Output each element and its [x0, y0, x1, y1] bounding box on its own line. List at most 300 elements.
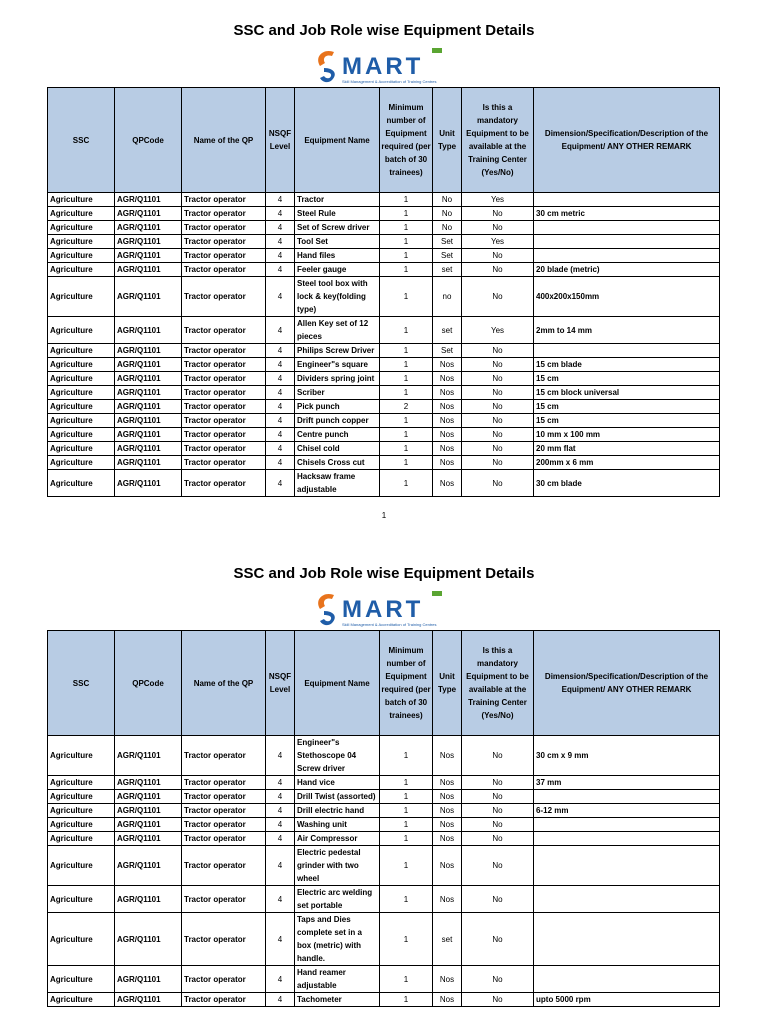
equipment-name-cell: Chisel cold — [295, 442, 380, 456]
ssc-cell: Agriculture — [48, 386, 115, 400]
ssc-cell: Agriculture — [48, 193, 115, 207]
qp-name-cell: Tractor operator — [182, 470, 266, 497]
remark-cell — [534, 913, 720, 966]
table-row — [48, 263, 720, 277]
equipment-name-cell: Chisels Cross cut — [295, 456, 380, 470]
page-title: SSC and Job Role wise Equipment Details — [233, 565, 535, 582]
header-qp-name: Name of the QP — [182, 631, 266, 736]
qpcode-cell: AGR/Q1101 — [115, 235, 182, 249]
header-unit-type: Unit Type — [433, 88, 462, 193]
mandatory-cell: No — [462, 400, 534, 414]
equipment-name-cell: Drill Twist (assorted) — [295, 790, 380, 804]
remark-cell — [534, 249, 720, 263]
minimum-number-cell: 1 — [380, 414, 433, 428]
equipment-name-cell: Scriber — [295, 386, 380, 400]
equipment-name-cell: Hand reamer adjustable — [295, 966, 380, 993]
remark-cell: 15 cm — [534, 372, 720, 386]
qp-name-cell: Tractor operator — [182, 386, 266, 400]
mandatory-cell: No — [462, 221, 534, 235]
remark-cell — [534, 886, 720, 913]
minimum-number-cell: 1 — [380, 886, 433, 913]
equipment-name-cell: Pick punch — [295, 400, 380, 414]
unit-type-cell: Nos — [433, 790, 462, 804]
table-row — [48, 966, 720, 993]
qp-name-cell: Tractor operator — [182, 456, 266, 470]
remark-cell: 20 mm flat — [534, 442, 720, 456]
header-qp-name: Name of the QP — [182, 88, 266, 193]
nsqf-level-cell: 4 — [266, 818, 295, 832]
ssc-cell: Agriculture — [48, 832, 115, 846]
smart-logo — [314, 587, 454, 629]
nsqf-level-cell: 4 — [266, 886, 295, 913]
remark-cell — [534, 221, 720, 235]
table-row — [48, 358, 720, 372]
mandatory-cell: No — [462, 846, 534, 886]
nsqf-level-cell: 4 — [266, 846, 295, 886]
page-title: SSC and Job Role wise Equipment Details — [233, 22, 535, 39]
qpcode-cell: AGR/Q1101 — [115, 344, 182, 358]
remark-cell: 10 mm x 100 mm — [534, 428, 720, 442]
table-row — [48, 886, 720, 913]
ssc-cell: Agriculture — [48, 372, 115, 386]
header-qpcode: QPCode — [115, 88, 182, 193]
table-row — [48, 400, 720, 414]
minimum-number-cell: 2 — [380, 400, 433, 414]
equipment-name-cell: Drill electric hand — [295, 804, 380, 818]
mandatory-cell: No — [462, 372, 534, 386]
logo-subtitle: Skill Management & Accreditation of Training Centres — [342, 79, 437, 84]
qp-name-cell: Tractor operator — [182, 263, 266, 277]
remark-cell: 200mm x 6 mm — [534, 456, 720, 470]
qpcode-cell: AGR/Q1101 — [115, 966, 182, 993]
remark-cell: 2mm to 14 mm — [534, 317, 720, 344]
qpcode-cell: AGR/Q1101 — [115, 277, 182, 317]
unit-type-cell: set — [433, 317, 462, 344]
header-equipment-name: Equipment Name — [295, 631, 380, 736]
qpcode-cell: AGR/Q1101 — [115, 317, 182, 344]
ssc-cell: Agriculture — [48, 358, 115, 372]
qpcode-cell: AGR/Q1101 — [115, 804, 182, 818]
nsqf-level-cell: 4 — [266, 414, 295, 428]
nsqf-level-cell: 4 — [266, 470, 295, 497]
qp-name-cell: Tractor operator — [182, 221, 266, 235]
equipment-name-cell: Hacksaw frame adjustable — [295, 470, 380, 497]
mandatory-cell: No — [462, 442, 534, 456]
minimum-number-cell: 1 — [380, 456, 433, 470]
unit-type-cell: No — [433, 221, 462, 235]
unit-type-cell: Nos — [433, 736, 462, 776]
logo-text: MART — [342, 596, 424, 623]
ssc-cell: Agriculture — [48, 235, 115, 249]
equipment-name-cell: Centre punch — [295, 428, 380, 442]
unit-type-cell: Nos — [433, 470, 462, 497]
header-minimum-number: Minimum number of Equipment required (per batch of 30 trainees) — [380, 88, 433, 193]
nsqf-level-cell: 4 — [266, 442, 295, 456]
mandatory-cell: No — [462, 832, 534, 846]
equipment-name-cell: Air Compressor — [295, 832, 380, 846]
qp-name-cell: Tractor operator — [182, 372, 266, 386]
remark-cell: 30 cm x 9 mm — [534, 736, 720, 776]
nsqf-level-cell: 4 — [266, 456, 295, 470]
remark-cell: 15 cm blade — [534, 358, 720, 372]
remark-cell — [534, 966, 720, 993]
table-row — [48, 344, 720, 358]
nsqf-level-cell: 4 — [266, 207, 295, 221]
qp-name-cell: Tractor operator — [182, 193, 266, 207]
nsqf-level-cell: 4 — [266, 993, 295, 1007]
header-mandatory: Is this a mandatory Equipment to be available at the Training Center (Yes/No) — [462, 631, 534, 736]
remark-cell: 30 cm blade — [534, 470, 720, 497]
qpcode-cell: AGR/Q1101 — [115, 470, 182, 497]
header-ssc: SSC — [48, 88, 115, 193]
equipment-name-cell: Allen Key set of 12 pieces — [295, 317, 380, 344]
ssc-cell: Agriculture — [48, 317, 115, 344]
minimum-number-cell: 1 — [380, 818, 433, 832]
qp-name-cell: Tractor operator — [182, 993, 266, 1007]
equipment-table-page2 — [47, 630, 720, 1007]
minimum-number-cell: 1 — [380, 993, 433, 1007]
remark-cell: 400x200x150mm — [534, 277, 720, 317]
mandatory-cell: No — [462, 263, 534, 277]
qp-name-cell: Tractor operator — [182, 818, 266, 832]
remark-cell: 20 blade (metric) — [534, 263, 720, 277]
table-row — [48, 804, 720, 818]
equipment-name-cell: Taps and Dies complete set in a box (metric) with handle. — [295, 913, 380, 966]
unit-type-cell: Nos — [433, 804, 462, 818]
unit-type-cell: Nos — [433, 386, 462, 400]
minimum-number-cell: 1 — [380, 277, 433, 317]
header-remark: Dimension/Specification/Description of the Equipment/ ANY OTHER REMARK — [534, 631, 720, 736]
minimum-number-cell: 1 — [380, 966, 433, 993]
equipment-name-cell: Electric pedestal grinder with two wheel — [295, 846, 380, 886]
mandatory-cell: No — [462, 736, 534, 776]
nsqf-level-cell: 4 — [266, 966, 295, 993]
remark-cell: upto 5000 rpm — [534, 993, 720, 1007]
equipment-table-page1 — [47, 87, 720, 497]
equipment-name-cell: Engineer"s Stethoscope 04 Screw driver — [295, 736, 380, 776]
remark-cell — [534, 344, 720, 358]
minimum-number-cell: 1 — [380, 207, 433, 221]
qpcode-cell: AGR/Q1101 — [115, 372, 182, 386]
unit-type-cell: Nos — [433, 846, 462, 886]
table-row — [48, 442, 720, 456]
ssc-cell: Agriculture — [48, 470, 115, 497]
remark-cell — [534, 235, 720, 249]
unit-type-cell: no — [433, 277, 462, 317]
remark-cell — [534, 193, 720, 207]
unit-type-cell: Nos — [433, 400, 462, 414]
qp-name-cell: Tractor operator — [182, 277, 266, 317]
equipment-name-cell: Set of Screw driver — [295, 221, 380, 235]
qp-name-cell: Tractor operator — [182, 249, 266, 263]
ssc-cell: Agriculture — [48, 456, 115, 470]
nsqf-level-cell: 4 — [266, 790, 295, 804]
qpcode-cell: AGR/Q1101 — [115, 456, 182, 470]
nsqf-level-cell: 4 — [266, 344, 295, 358]
ssc-cell: Agriculture — [48, 249, 115, 263]
unit-type-cell: Nos — [433, 358, 462, 372]
minimum-number-cell: 1 — [380, 249, 433, 263]
table-row — [48, 317, 720, 344]
unit-type-cell: No — [433, 193, 462, 207]
ssc-cell: Agriculture — [48, 804, 115, 818]
minimum-number-cell: 1 — [380, 470, 433, 497]
minimum-number-cell: 1 — [380, 846, 433, 886]
nsqf-level-cell: 4 — [266, 776, 295, 790]
unit-type-cell: Nos — [433, 414, 462, 428]
qp-name-cell: Tractor operator — [182, 832, 266, 846]
header-remark: Dimension/Specification/Description of the Equipment/ ANY OTHER REMARK — [534, 88, 720, 193]
unit-type-cell: Nos — [433, 886, 462, 913]
minimum-number-cell: 1 — [380, 221, 433, 235]
qp-name-cell: Tractor operator — [182, 207, 266, 221]
qpcode-cell: AGR/Q1101 — [115, 790, 182, 804]
mandatory-cell: No — [462, 358, 534, 372]
qpcode-cell: AGR/Q1101 — [115, 832, 182, 846]
table-row — [48, 470, 720, 497]
header-nsqf-level: NSQF Level — [266, 88, 295, 193]
table-row — [48, 372, 720, 386]
header-ssc: SSC — [48, 631, 115, 736]
unit-type-cell: Nos — [433, 456, 462, 470]
table-row — [48, 832, 720, 846]
nsqf-level-cell: 4 — [266, 317, 295, 344]
unit-type-cell: No — [433, 207, 462, 221]
table-row — [48, 818, 720, 832]
page-number: 1 — [381, 511, 387, 520]
qp-name-cell: Tractor operator — [182, 913, 266, 966]
mandatory-cell: No — [462, 414, 534, 428]
mandatory-cell: No — [462, 804, 534, 818]
table-row — [48, 736, 720, 776]
table-row — [48, 414, 720, 428]
ssc-cell: Agriculture — [48, 966, 115, 993]
mandatory-cell: No — [462, 776, 534, 790]
qp-name-cell: Tractor operator — [182, 776, 266, 790]
mandatory-cell: No — [462, 790, 534, 804]
unit-type-cell: Nos — [433, 993, 462, 1007]
table-row — [48, 993, 720, 1007]
unit-type-cell: Nos — [433, 428, 462, 442]
minimum-number-cell: 1 — [380, 442, 433, 456]
ssc-cell: Agriculture — [48, 263, 115, 277]
qp-name-cell: Tractor operator — [182, 442, 266, 456]
mandatory-cell: Yes — [462, 235, 534, 249]
table-row — [48, 776, 720, 790]
qp-name-cell: Tractor operator — [182, 317, 266, 344]
equipment-name-cell: Hand vice — [295, 776, 380, 790]
ssc-cell: Agriculture — [48, 776, 115, 790]
nsqf-level-cell: 4 — [266, 358, 295, 372]
equipment-name-cell: Engineer"s square — [295, 358, 380, 372]
nsqf-level-cell: 4 — [266, 221, 295, 235]
table-row — [48, 235, 720, 249]
minimum-number-cell: 1 — [380, 913, 433, 966]
mandatory-cell: No — [462, 470, 534, 497]
remark-cell: 37 mm — [534, 776, 720, 790]
table-row — [48, 790, 720, 804]
ssc-cell: Agriculture — [48, 221, 115, 235]
qpcode-cell: AGR/Q1101 — [115, 818, 182, 832]
nsqf-level-cell: 4 — [266, 832, 295, 846]
equipment-name-cell: Washing unit — [295, 818, 380, 832]
remark-cell: 6-12 mm — [534, 804, 720, 818]
table-row — [48, 846, 720, 886]
minimum-number-cell: 1 — [380, 358, 433, 372]
remark-cell — [534, 818, 720, 832]
unit-type-cell: set — [433, 263, 462, 277]
ssc-cell: Agriculture — [48, 277, 115, 317]
qpcode-cell: AGR/Q1101 — [115, 414, 182, 428]
ssc-cell: Agriculture — [48, 344, 115, 358]
nsqf-level-cell: 4 — [266, 249, 295, 263]
equipment-name-cell: Steel Rule — [295, 207, 380, 221]
mandatory-cell: No — [462, 913, 534, 966]
qp-name-cell: Tractor operator — [182, 414, 266, 428]
smart-logo — [314, 44, 454, 86]
qp-name-cell: Tractor operator — [182, 344, 266, 358]
unit-type-cell: Nos — [433, 966, 462, 993]
ssc-cell: Agriculture — [48, 207, 115, 221]
minimum-number-cell: 1 — [380, 344, 433, 358]
mandatory-cell: No — [462, 818, 534, 832]
mandatory-cell: No — [462, 207, 534, 221]
nsqf-level-cell: 4 — [266, 277, 295, 317]
unit-type-cell: set — [433, 913, 462, 966]
equipment-name-cell: Feeler gauge — [295, 263, 380, 277]
mandatory-cell: No — [462, 966, 534, 993]
minimum-number-cell: 1 — [380, 193, 433, 207]
qpcode-cell: AGR/Q1101 — [115, 442, 182, 456]
unit-type-cell: Nos — [433, 442, 462, 456]
equipment-name-cell: Drift punch copper — [295, 414, 380, 428]
header-unit-type: Unit Type — [433, 631, 462, 736]
ssc-cell: Agriculture — [48, 414, 115, 428]
remark-cell: 15 cm — [534, 400, 720, 414]
qpcode-cell: AGR/Q1101 — [115, 886, 182, 913]
unit-type-cell: Set — [433, 344, 462, 358]
minimum-number-cell: 1 — [380, 776, 433, 790]
ssc-cell: Agriculture — [48, 400, 115, 414]
nsqf-level-cell: 4 — [266, 386, 295, 400]
equipment-name-cell: Steel tool box with lock & key(folding type) — [295, 277, 380, 317]
minimum-number-cell: 1 — [380, 372, 433, 386]
table-row — [48, 249, 720, 263]
table-row — [48, 428, 720, 442]
ssc-cell: Agriculture — [48, 993, 115, 1007]
remark-cell — [534, 846, 720, 886]
qpcode-cell: AGR/Q1101 — [115, 249, 182, 263]
qpcode-cell: AGR/Q1101 — [115, 993, 182, 1007]
ssc-cell: Agriculture — [48, 913, 115, 966]
qp-name-cell: Tractor operator — [182, 428, 266, 442]
header-minimum-number: Minimum number of Equipment required (per batch of 30 trainees) — [380, 631, 433, 736]
mandatory-cell: No — [462, 993, 534, 1007]
logo-text: MART — [342, 53, 424, 80]
nsqf-level-cell: 4 — [266, 804, 295, 818]
mandatory-cell: Yes — [462, 193, 534, 207]
unit-type-cell: Nos — [433, 372, 462, 386]
qpcode-cell: AGR/Q1101 — [115, 400, 182, 414]
qp-name-cell: Tractor operator — [182, 400, 266, 414]
qpcode-cell: AGR/Q1101 — [115, 736, 182, 776]
qpcode-cell: AGR/Q1101 — [115, 207, 182, 221]
equipment-name-cell: Dividers spring joint — [295, 372, 380, 386]
table-row — [48, 456, 720, 470]
mandatory-cell: No — [462, 386, 534, 400]
nsqf-level-cell: 4 — [266, 263, 295, 277]
qpcode-cell: AGR/Q1101 — [115, 358, 182, 372]
unit-type-cell: Nos — [433, 832, 462, 846]
remark-cell — [534, 790, 720, 804]
qp-name-cell: Tractor operator — [182, 235, 266, 249]
qp-name-cell: Tractor operator — [182, 886, 266, 913]
unit-type-cell: Nos — [433, 776, 462, 790]
qp-name-cell: Tractor operator — [182, 966, 266, 993]
minimum-number-cell: 1 — [380, 386, 433, 400]
qpcode-cell: AGR/Q1101 — [115, 263, 182, 277]
mandatory-cell: No — [462, 886, 534, 913]
header-equipment-name: Equipment Name — [295, 88, 380, 193]
ssc-cell: Agriculture — [48, 886, 115, 913]
table-row — [48, 277, 720, 317]
minimum-number-cell: 1 — [380, 428, 433, 442]
ssc-cell: Agriculture — [48, 442, 115, 456]
qp-name-cell: Tractor operator — [182, 790, 266, 804]
qpcode-cell: AGR/Q1101 — [115, 221, 182, 235]
table-header-row — [48, 88, 720, 193]
nsqf-level-cell: 4 — [266, 235, 295, 249]
mandatory-cell: No — [462, 249, 534, 263]
qp-name-cell: Tractor operator — [182, 804, 266, 818]
unit-type-cell: Set — [433, 235, 462, 249]
qp-name-cell: Tractor operator — [182, 736, 266, 776]
minimum-number-cell: 1 — [380, 235, 433, 249]
minimum-number-cell: 1 — [380, 263, 433, 277]
table-row — [48, 386, 720, 400]
qpcode-cell: AGR/Q1101 — [115, 913, 182, 966]
minimum-number-cell: 1 — [380, 832, 433, 846]
qpcode-cell: AGR/Q1101 — [115, 428, 182, 442]
ssc-cell: Agriculture — [48, 736, 115, 776]
qpcode-cell: AGR/Q1101 — [115, 776, 182, 790]
qpcode-cell: AGR/Q1101 — [115, 846, 182, 886]
equipment-name-cell: Tachometer — [295, 993, 380, 1007]
table-row — [48, 193, 720, 207]
mandatory-cell: No — [462, 344, 534, 358]
ssc-cell: Agriculture — [48, 790, 115, 804]
header-qpcode: QPCode — [115, 631, 182, 736]
qp-name-cell: Tractor operator — [182, 358, 266, 372]
minimum-number-cell: 1 — [380, 736, 433, 776]
header-mandatory: Is this a mandatory Equipment to be available at the Training Center (Yes/No) — [462, 88, 534, 193]
remark-cell: 15 cm — [534, 414, 720, 428]
remark-cell: 30 cm metric — [534, 207, 720, 221]
nsqf-level-cell: 4 — [266, 428, 295, 442]
nsqf-level-cell: 4 — [266, 372, 295, 386]
ssc-cell: Agriculture — [48, 428, 115, 442]
mandatory-cell: No — [462, 428, 534, 442]
nsqf-level-cell: 4 — [266, 913, 295, 966]
unit-type-cell: Set — [433, 249, 462, 263]
table-row — [48, 207, 720, 221]
minimum-number-cell: 1 — [380, 317, 433, 344]
mandatory-cell: No — [462, 456, 534, 470]
qpcode-cell: AGR/Q1101 — [115, 386, 182, 400]
logo-subtitle: Skill Management & Accreditation of Training Centres — [342, 622, 437, 627]
equipment-name-cell: Electric arc welding set portable — [295, 886, 380, 913]
qpcode-cell: AGR/Q1101 — [115, 193, 182, 207]
